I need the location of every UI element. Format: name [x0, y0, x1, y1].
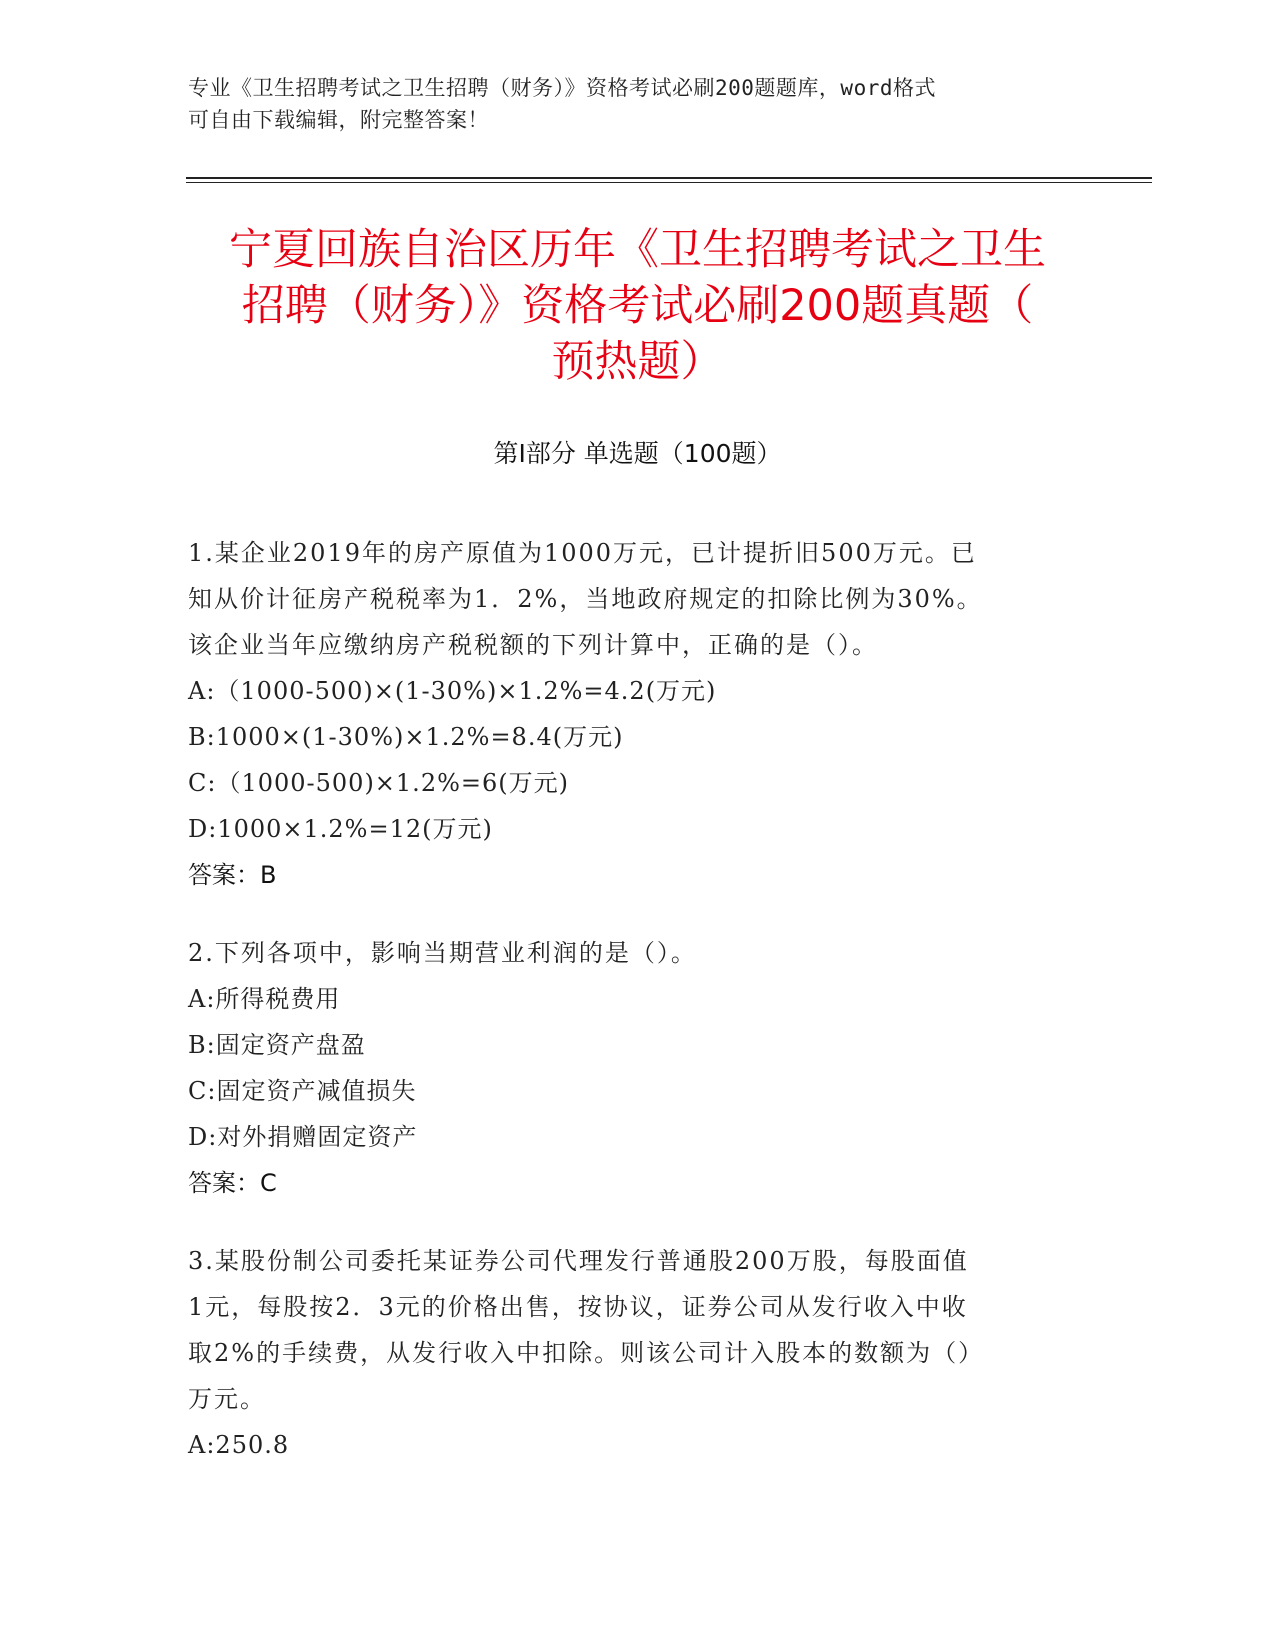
header-note-line-2: 可自由下载编辑，附完整答案！ — [188, 108, 489, 132]
question-stem-line: 该企业当年应缴纳房产税税额的下列计算中，正确的是（）。 — [188, 631, 878, 659]
question-2 — [188, 930, 1068, 1206]
header-note — [188, 72, 1068, 136]
option-d: D:1000×1.2%=12(万元) — [188, 815, 493, 843]
question-stem-line: 万元。 — [188, 1385, 266, 1413]
option-c: C:（1000-500)×1.2%=6(万元) — [188, 769, 569, 797]
option-b: B:1000×(1-30%)×1.2%=8.4(万元) — [188, 723, 624, 751]
question-stem-line: 取2%的手续费，从发行收入中扣除。则该公司计入股本的数额为（） — [188, 1339, 985, 1367]
option-d: D:对外捐赠固定资产 — [188, 1123, 418, 1151]
answer-text: 答案：B — [188, 861, 277, 889]
question-list — [188, 530, 1068, 1500]
question-stem-line: 2.下列各项中，影响当期营业利润的是（）。 — [188, 939, 697, 967]
option-c: C:固定资产减值损失 — [188, 1077, 417, 1105]
question-stem-line: 知从价计征房产税税率为1．2%，当地政府规定的扣除比例为30%。 — [188, 585, 983, 613]
document-title-line-2: 招聘（财务）》资格考试必刷200题真题（ — [241, 281, 1034, 331]
option-b: B:固定资产盘盈 — [188, 1031, 366, 1059]
option-a: A:所得税费用 — [188, 985, 341, 1013]
header-note-line-1: 专业《卫生招聘考试之卫生招聘（财务）》资格考试必刷200题题库，word格式 — [188, 76, 936, 100]
question-stem-line: 3.某股份制公司委托某证券公司代理发行普通股200万股，每股面值 — [188, 1247, 969, 1275]
option-a: A:（1000-500)×(1-30%)×1.2%=4.2(万元) — [188, 677, 717, 705]
option-a: A:250.8 — [188, 1431, 290, 1459]
section-heading: 第I部分 单选题（100题） — [493, 439, 782, 468]
answer-text: 答案：C — [188, 1169, 277, 1197]
question-stem-line: 1.某企业2019年的房产原值为1000万元，已计提折旧500万元。已 — [188, 539, 977, 567]
question-stem-line: 1元，每股按2．3元的价格出售，按协议，证券公司从发行收入中收 — [188, 1293, 968, 1321]
question-1 — [188, 530, 1068, 898]
document-title — [170, 222, 1105, 390]
document-title-line-3: 预热题） — [551, 337, 724, 387]
question-3 — [188, 1238, 1068, 1468]
document-title-line-1: 宁夏回族自治区历年《卫生招聘考试之卫生 — [229, 225, 1046, 275]
header-divider — [186, 177, 1152, 183]
